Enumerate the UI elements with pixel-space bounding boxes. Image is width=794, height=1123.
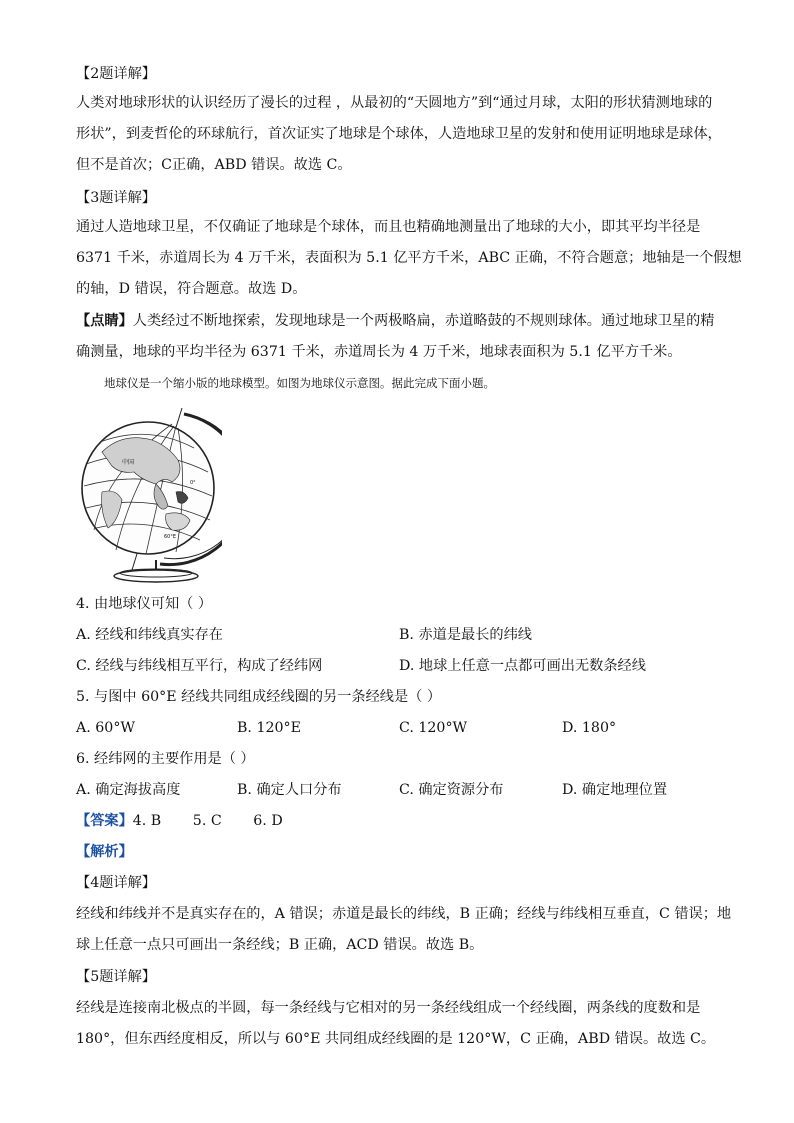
q2-line-2: 形状”，到麦哲伦的环球航行，首次证实了地球是个球体，人造地球卫星的发射和使用证明地球是球体， [76, 126, 722, 142]
q5-stem: 5. 与图中 60°E 经线共同组成经线圈的另一条经线是（ ） [76, 689, 442, 705]
q5-option-d: D. 180° [562, 720, 617, 736]
q4-option-c: C. 经线与纬线相互平行，构成了经纬网 [76, 658, 323, 674]
globe-label-60e: 60°E [164, 534, 177, 540]
q2-explanation [76, 88, 724, 181]
q4-explanation [76, 899, 732, 961]
q6-option-b: B. 确定人口分布 [237, 782, 342, 798]
globe-illustration [72, 402, 222, 584]
analysis-label: 【解析】 [76, 844, 133, 860]
figure-caption: 地球仪是一个缩小版的地球模型。如图为地球仪示意图。据此完成下面小题。 [104, 376, 495, 390]
q3-line-1: 通过人造地球卫星，不仅确证了地球是个球体，而且也精确地测量出了地球的大小，即其平均半径是 [76, 219, 701, 235]
q6-option-c: C. 确定资源分布 [399, 782, 504, 798]
key-point-line-1: 人类经过不断地探索，发现地球是一个两极略扁，赤道略鼓的不规则球体。通过地球卫星的精 [132, 313, 715, 329]
answer-row [76, 811, 283, 831]
q5-exp-line-2: 180°，但东西经度相反，所以与 60°E 共同组成经线圈的是 120°W，C 正确，ABD 错误。故选 C。 [76, 1031, 716, 1047]
q4-stem: 4. 由地球仪可知（ ） [76, 596, 213, 612]
q6-option-a: A. 确定海拔高度 [76, 782, 181, 798]
q4-option-b: B. 赤道是最长的纬线 [399, 627, 532, 643]
q4-option-d: D. 地球上任意一点都可画出无数条经线 [399, 658, 646, 674]
q2-heading: 【2题详解】 [76, 66, 156, 82]
q2-line-1: 人类对地球形状的认识经历了漫长的过程 ，从最初的“天圆地方”到“通过月球，太阳的形状猜测地球的 [76, 95, 713, 111]
globe-label-china: 中国 [122, 459, 135, 466]
q6-option-d: D. 确定地理位置 [562, 782, 668, 798]
q6-stem: 6. 经纬网的主要作用是（ ） [76, 751, 255, 767]
q3-line-3: 的轴，D 错误，符合题意。故选 D。 [76, 281, 307, 297]
q5-option-a: A. 60°W [76, 720, 135, 736]
key-point-label: 【点睛】 [76, 313, 133, 329]
key-point [76, 306, 724, 368]
q5-option-c: C. 120°W [399, 720, 468, 736]
q3-line-2: 6371 千米，赤道周长为 4 万千米，表面积为 5.1 亿平方千米，ABC 正确，不符合题意；地轴是一个假想 [76, 250, 742, 266]
q5-option-b: B. 120°E [237, 720, 301, 736]
q3-explanation [76, 212, 742, 305]
q2-line-3: 但不是首次；C正确，ABD 错误。故选 C。 [76, 157, 352, 173]
answer-label: 【答案】 [76, 813, 133, 829]
key-point-line-2: 确测量，地球的平均半径为 6371 千米，赤道周长为 4 万千米，地球表面积为 5.1 亿平方千米。 [76, 344, 682, 360]
globe-label-equator: 0° [190, 480, 196, 486]
q4-exp-line-1: 经线和纬线并不是真实存在的，A 错误；赤道是最长的纬线，B 正确；经线与纬线相互垂直，C 错误；地 [76, 906, 732, 922]
q5-explanation [76, 993, 724, 1055]
q4-option-a: A. 经线和纬线真实存在 [76, 627, 223, 643]
answer-text: 4. B 5. C 6. D [132, 813, 283, 829]
q4-heading: 【4题详解】 [76, 875, 156, 891]
q5-exp-line-1: 经线是连接南北极点的半圆，每一条经线与它相对的另一条经线组成一个经线圈，两条线的度数和是 [76, 1000, 701, 1016]
q4-exp-line-2: 球上任意一点只可画出一条经线；B 正确，ACD 错误。故选 B。 [76, 937, 484, 953]
q3-heading: 【3题详解】 [76, 190, 156, 206]
q5-heading: 【5题详解】 [76, 969, 156, 985]
